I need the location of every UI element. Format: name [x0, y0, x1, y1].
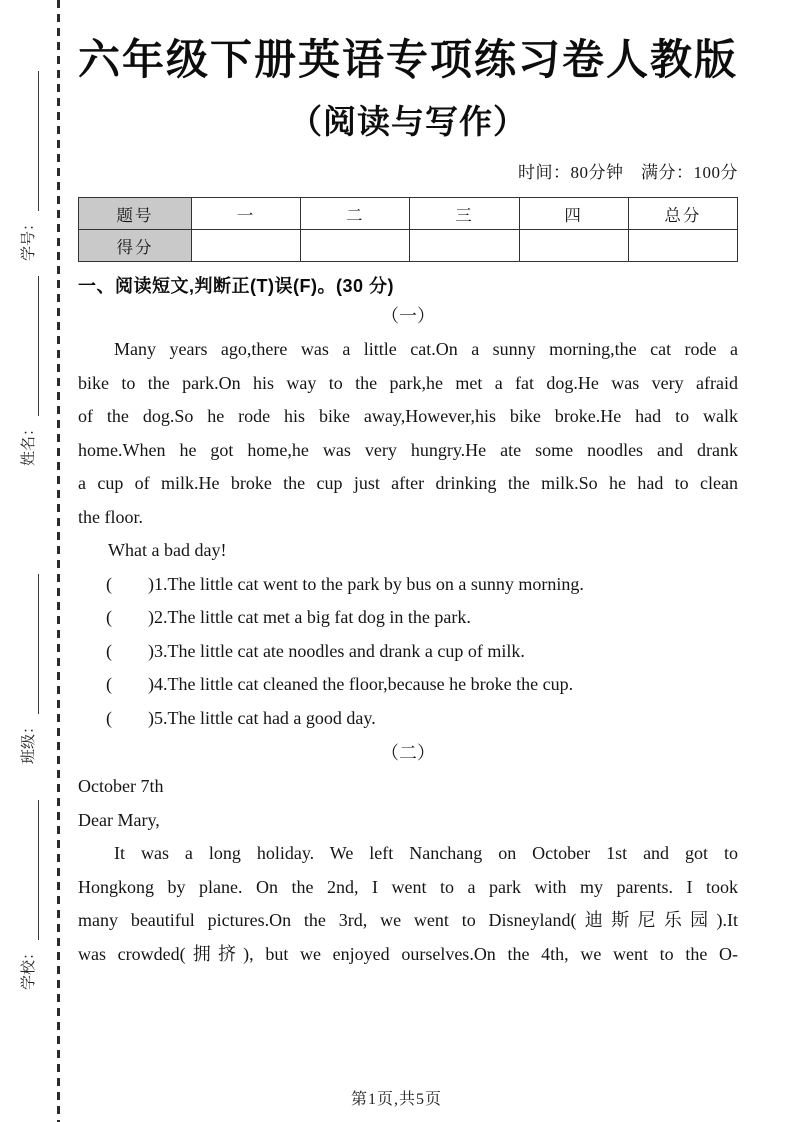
passage-two-line: Hongkong by plane. On the 2nd, I went to a park with my parents. I took: [78, 876, 738, 897]
passage-one-line: bike to the park.On his way to the park,he met a fat dog.He was very afraid: [78, 372, 738, 393]
student-id-blank-line: [23, 71, 39, 211]
score-cell-empty: [410, 230, 519, 262]
student-id-label: 学号：: [20, 215, 37, 261]
section-2-header-cell: 二: [301, 198, 410, 230]
question-1: ( )1.The little cat went to the park by bus on a sunny morning.: [106, 573, 584, 594]
question-2: ( )2.The little cat met a big fat dog in the park.: [106, 607, 471, 628]
score-cell-empty: [301, 230, 410, 262]
section-4-header-cell: 四: [519, 198, 628, 230]
score-table-header-row: [79, 198, 738, 230]
score-table: [78, 197, 738, 262]
student-name-field: [17, 276, 39, 466]
school-blank-line: [23, 800, 39, 940]
exam-subtitle: （阅读与写作）: [289, 105, 527, 141]
student-name-label: 姓名：: [20, 420, 37, 466]
passage-two-line: many beautiful pictures.On the 3rd, we went to Disneyland(迪斯尼乐园).It: [78, 910, 738, 931]
passage-one-line: a cup of milk.He broke the cup just after drinking the milk.So he had to clean: [78, 473, 738, 493]
passage-one-label: （一）: [381, 306, 435, 326]
score-cell-empty: [519, 230, 628, 262]
passage-two-line: was crowded(拥挤), but we enjoyed ourselves.On the 4th, we went to the O-: [78, 943, 738, 964]
student-name-blank-line: [23, 276, 39, 416]
passage-two-label: （二）: [381, 743, 435, 764]
score-cell-empty: [192, 230, 301, 262]
section-one-heading: 一、阅读短文,判断正(T)误(F)。(30 分): [78, 276, 394, 296]
passage-one-closing: What a bad day!: [108, 540, 227, 560]
section-3-header-cell: 三: [410, 198, 519, 230]
question-5: ( )5.The little cat had a good day.: [106, 707, 376, 728]
letter-salutation: Dear Mary,: [78, 809, 160, 830]
passage-one-line: the floor.: [78, 506, 143, 527]
class-blank-line: [23, 574, 39, 714]
letter-date: October 7th: [78, 776, 164, 797]
school-field: [17, 800, 39, 990]
question-number-header-cell: 题号: [79, 198, 192, 230]
student-id-field: [17, 71, 39, 261]
exam-content: [78, 0, 738, 971]
passage-one-line: of the dog.So he rode his bike away,However,his bike broke.He had to walk: [78, 406, 738, 426]
score-row-label-cell: 得分: [79, 230, 192, 262]
class-field: [17, 574, 39, 764]
question-4: ( )4.The little cat cleaned the floor,because he broke the cup.: [106, 674, 574, 695]
page-number: 第1页,共5页: [350, 1091, 442, 1108]
class-label: 班级：: [20, 718, 37, 764]
section-1-header-cell: 一: [192, 198, 301, 230]
passage-two-line: It was a long holiday. We left Nanchang on October 1st and got to: [114, 843, 738, 864]
total-score-header-cell: 总分: [628, 198, 737, 230]
exam-title: 六年级下册英语专项练习卷人教版: [78, 38, 739, 84]
time-and-score-info: 时间：80分钟 满分：100分: [518, 163, 738, 182]
school-label: 学校：: [20, 944, 37, 990]
score-table-score-row: [79, 230, 738, 262]
passage-one-line: home.When he got home,he was very hungry.He ate some noodles and drank: [78, 439, 738, 460]
binding-dashed-line: [57, 0, 60, 1122]
score-cell-empty: [628, 230, 737, 262]
question-3: ( )3.The little cat ate noodles and drank a cup of milk.: [106, 640, 525, 661]
passage-one-line: Many years ago,there was a little cat.On a sunny morning,the cat rode a: [114, 339, 738, 359]
